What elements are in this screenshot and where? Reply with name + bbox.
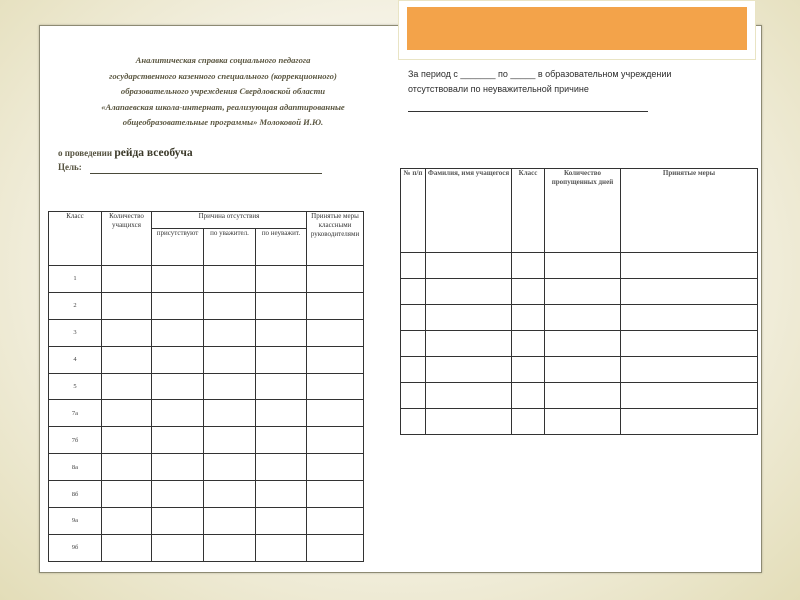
period-fill-line [408, 111, 648, 112]
header-reason: Причина отсутствия [152, 212, 307, 229]
table-row [401, 357, 758, 383]
table-row [49, 534, 364, 561]
about-prefix: о проведении [58, 148, 113, 158]
header-valid: по уважител. [204, 229, 256, 266]
table-row [401, 383, 758, 409]
goal-fill-line [90, 173, 322, 174]
heading-line: «Алапаевская школа-интернат, реализующая адаптированные [101, 101, 345, 112]
header-number: № п/п [401, 169, 426, 253]
table-row [49, 427, 364, 454]
class-cell: 1 [49, 266, 102, 293]
period-line-2: отсутствовали по неуважительной причине [408, 84, 589, 94]
class-cell: 7а [49, 400, 102, 427]
header-measures: Принятые меры [621, 169, 758, 253]
header-count: Количество учащихся [102, 212, 152, 266]
attendance-table [48, 211, 364, 562]
table-row [49, 481, 364, 508]
period-text [408, 67, 738, 97]
goal-label: Цель: [58, 162, 82, 172]
table-row [49, 292, 364, 319]
header-class: Класс [512, 169, 545, 253]
header-present: присутствуют [152, 229, 204, 266]
table-row [401, 253, 758, 279]
absent-students-table [400, 168, 758, 435]
table-row [49, 346, 364, 373]
class-cell: 8б [49, 481, 102, 508]
table-row [49, 454, 364, 481]
heading-line: государственного казенного специального (коррекционного) [109, 70, 337, 81]
document-heading [58, 53, 388, 131]
table-row [401, 409, 758, 435]
class-cell: 9б [49, 534, 102, 561]
class-cell: 5 [49, 373, 102, 400]
about-line [58, 147, 193, 159]
title-placeholder-box [398, 0, 756, 60]
class-cell: 8а [49, 454, 102, 481]
header-student-name: Фамилия, имя учащегося [426, 169, 512, 253]
period-line-1: За период с _______ по _____ в образовательном учреждении [408, 69, 672, 79]
table-row [49, 319, 364, 346]
header-invalid: по неуважит. [256, 229, 307, 266]
class-cell: 7б [49, 427, 102, 454]
class-cell: 2 [49, 292, 102, 319]
orange-title-block [407, 7, 747, 50]
heading-line: общеобразовательные программы» Молоковой И.Ю. [122, 117, 324, 128]
raid-title: рейда всеобуча [114, 147, 193, 159]
table-row [49, 266, 364, 293]
class-cell: 4 [49, 346, 102, 373]
header-measures: Принятые меры классными руководителями [307, 212, 364, 266]
table-row [401, 331, 758, 357]
header-class: Класс [49, 212, 102, 266]
table-row [401, 305, 758, 331]
heading-line: Аналитическая справка социального педагога [135, 55, 311, 65]
table-row [49, 373, 364, 400]
class-cell: 3 [49, 319, 102, 346]
heading-line: образовательного учреждения Свердловской области [120, 86, 326, 97]
table-row [401, 279, 758, 305]
table-row [49, 400, 364, 427]
table-row [49, 508, 364, 535]
header-missed-days: Количество пропущенных дней [545, 169, 621, 253]
class-cell: 9а [49, 508, 102, 535]
